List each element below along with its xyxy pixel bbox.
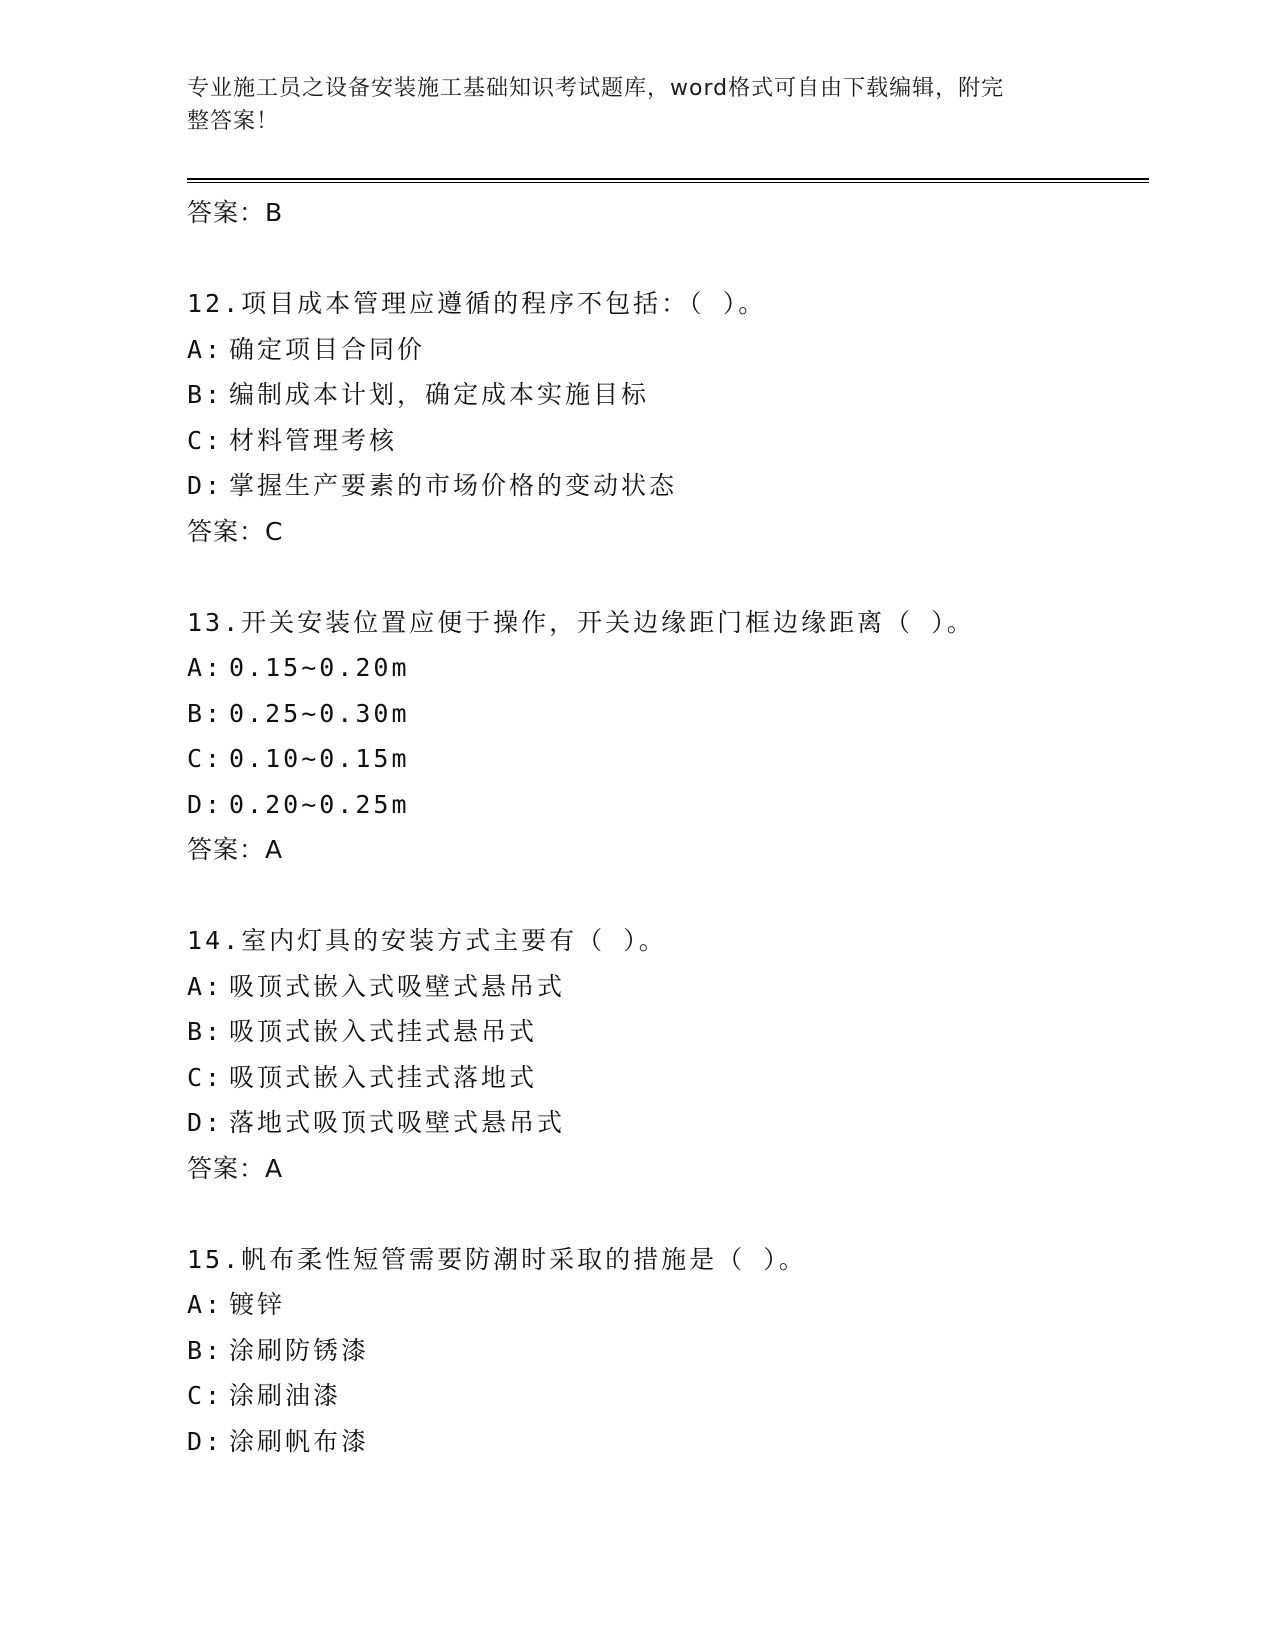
option-line (187, 1055, 1147, 1101)
option-line (187, 1282, 1147, 1328)
option-key: D: (187, 1426, 224, 1456)
option-text: 确定项目合同价 (229, 334, 426, 364)
question-block (187, 918, 1147, 1191)
option-text: 镀锌 (229, 1290, 286, 1319)
option-line (187, 372, 1147, 418)
option-key: A: (187, 1290, 224, 1319)
option-text: 编制成本计划，确定成本实施目标 (229, 380, 650, 409)
option-line (187, 782, 1147, 828)
option-line (187, 1009, 1147, 1055)
header-line-2: 整答案！ (187, 109, 280, 134)
document-header (187, 72, 1067, 138)
question-stem: 12.项目成本管理应遵循的程序不包括：（ ）。 (187, 289, 767, 318)
option-text: 材料管理考核 (229, 425, 398, 455)
option-key: A: (187, 653, 224, 682)
option-text: 吸顶式嵌入式吸壁式悬吊式 (229, 971, 566, 1001)
option-key: A: (187, 334, 224, 364)
header-line-1: 专业施工员之设备安装施工基础知识考试题库，word格式可自由下载编辑，附完 (187, 76, 1005, 101)
option-line (187, 327, 1147, 373)
question-list (187, 190, 1147, 1464)
option-line (187, 1419, 1147, 1465)
option-text: 涂刷油漆 (229, 1381, 342, 1410)
question-answer: 答案：A (187, 1153, 284, 1183)
option-line (187, 736, 1147, 782)
option-key: D: (187, 1108, 224, 1137)
option-text: 落地式吸顶式吸壁式悬吊式 (229, 1108, 566, 1137)
question-block (187, 281, 1147, 554)
option-text: 0.15~0.20m (229, 653, 410, 682)
option-text: 涂刷防锈漆 (229, 1335, 370, 1365)
previous-answer: 答案：B (187, 198, 284, 227)
option-text: 0.25~0.30m (229, 698, 410, 728)
question-answer: 答案：A (187, 835, 284, 864)
question-block (187, 600, 1147, 873)
option-line (187, 1373, 1147, 1419)
option-text: 0.10~0.15m (229, 744, 410, 773)
header-divider-thick (187, 178, 1149, 180)
option-line (187, 645, 1147, 691)
option-key: B: (187, 380, 224, 409)
option-key: C: (187, 1381, 224, 1410)
question-stem: 14.室内灯具的安装方式主要有（ ）。 (187, 926, 667, 955)
option-key: C: (187, 425, 224, 455)
option-key: D: (187, 789, 224, 819)
option-text: 涂刷帆布漆 (229, 1426, 370, 1456)
question-block (187, 1237, 1147, 1465)
option-text: 0.20~0.25m (229, 789, 410, 819)
option-line (187, 691, 1147, 737)
option-line (187, 418, 1147, 464)
question-stem: 15.帆布柔性短管需要防潮时采取的措施是（ ）。 (187, 1244, 807, 1274)
option-key: C: (187, 744, 224, 773)
option-key: B: (187, 1017, 224, 1046)
option-key: B: (187, 1335, 224, 1365)
option-line (187, 1100, 1147, 1146)
option-text: 吸顶式嵌入式挂式落地式 (229, 1062, 538, 1092)
question-answer: 答案：C (187, 516, 284, 546)
question-stem: 13.开关安装位置应便于操作，开关边缘距门框边缘距离（ ）。 (187, 607, 975, 637)
option-text: 掌握生产要素的市场价格的变动状态 (229, 471, 678, 500)
option-key: A: (187, 971, 224, 1001)
option-line (187, 1328, 1147, 1374)
option-key: C: (187, 1062, 224, 1092)
option-line (187, 964, 1147, 1010)
option-key: B: (187, 698, 224, 728)
option-line (187, 463, 1147, 509)
header-divider-thin (187, 182, 1149, 183)
option-key: D: (187, 471, 224, 500)
option-text: 吸顶式嵌入式挂式悬吊式 (229, 1017, 538, 1046)
